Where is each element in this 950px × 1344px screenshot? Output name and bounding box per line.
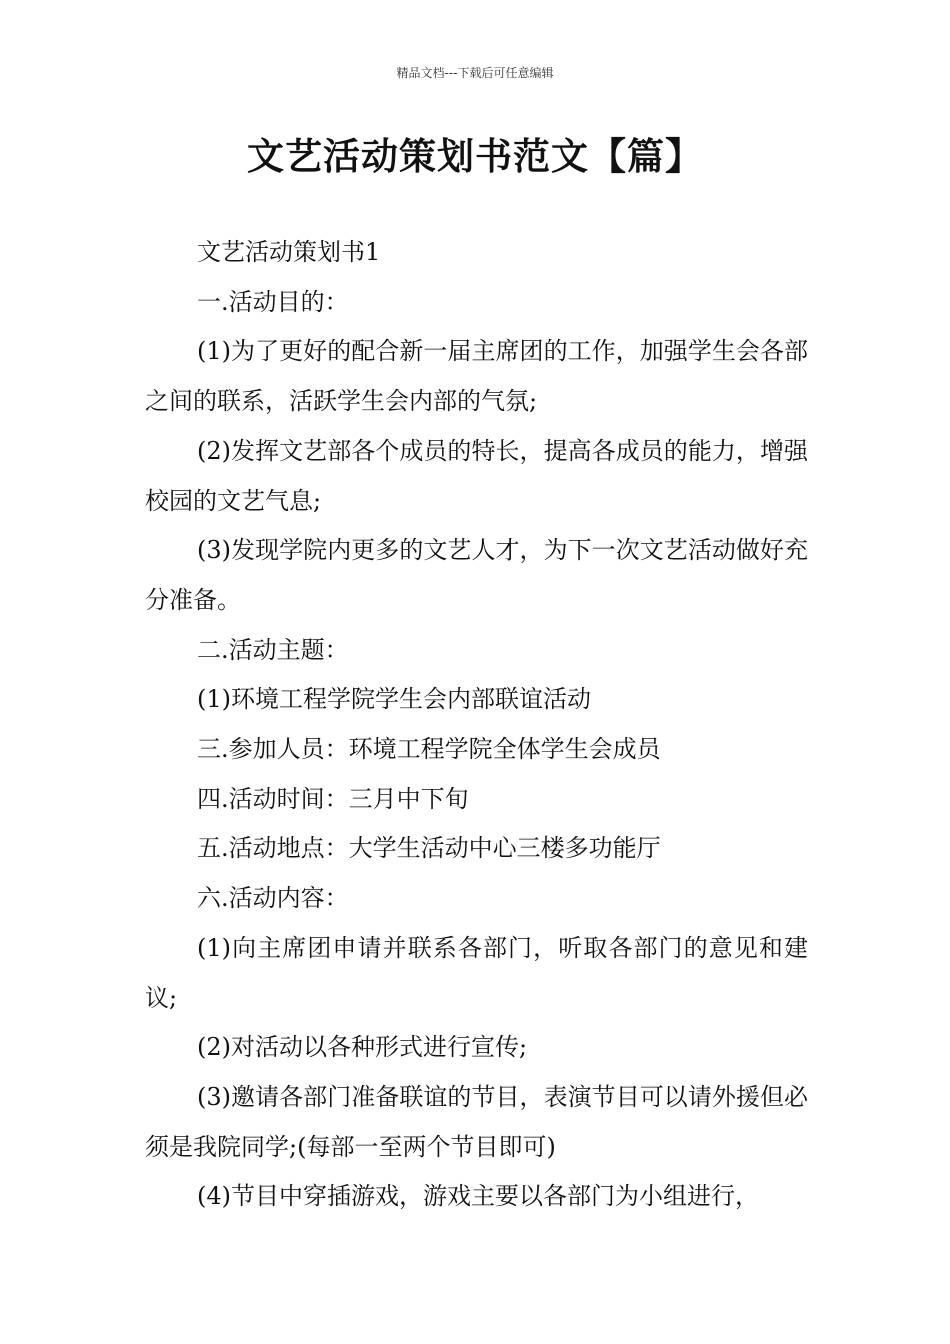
paragraph-content-4: (4)节目中穿插游戏，游戏主要以各部门为小组进行， <box>197 1182 759 1211</box>
paragraph-purpose-1: (1)为了更好的配合新一届主席团的工作，加强学生会各部之间的联系，活跃学生会内部的气氛; <box>145 337 808 416</box>
paragraph-section-theme: 二.活动主题： <box>197 635 349 664</box>
page-header-note: 精品文档---下载后可任意编辑 <box>396 66 554 80</box>
paragraph-content-3: (3)邀请各部门准备联谊的节目，表演节目可以请外援但必须是我院同学;(每部一至两个节目即可) <box>145 1082 808 1161</box>
paragraph-content-2: (2)对活动以各种形式进行宣传; <box>197 1033 528 1062</box>
paragraph-participants: 三.参加人员：环境工程学院全体学生会成员 <box>197 735 661 764</box>
paragraph-section-purpose: 一.活动目的： <box>197 287 349 316</box>
document-title: 文艺活动策划书范文【篇】 <box>247 135 703 178</box>
paragraph-purpose-2: (2)发挥文艺部各个成员的特长，提高各成员的能力，增强校园的文艺气息; <box>145 436 808 515</box>
paragraph-time: 四.活动时间：三月中下旬 <box>197 784 469 813</box>
paragraph-section-content: 六.活动内容： <box>197 884 349 913</box>
paragraph-content-1: (1)向主席团申请并联系各部门，听取各部门的意见和建议; <box>145 933 808 1012</box>
paragraph-theme-1: (1)环境工程学院学生会内部联谊活动 <box>197 685 591 714</box>
paragraph-plan-heading: 文艺活动策划书1 <box>197 238 381 266</box>
paragraph-location: 五.活动地点：大学生活动中心三楼多功能厅 <box>197 834 661 863</box>
document-body <box>145 228 808 1222</box>
paragraph-purpose-3: (3)发现学院内更多的文艺人才，为下一次文艺活动做好充分准备。 <box>145 536 808 614</box>
